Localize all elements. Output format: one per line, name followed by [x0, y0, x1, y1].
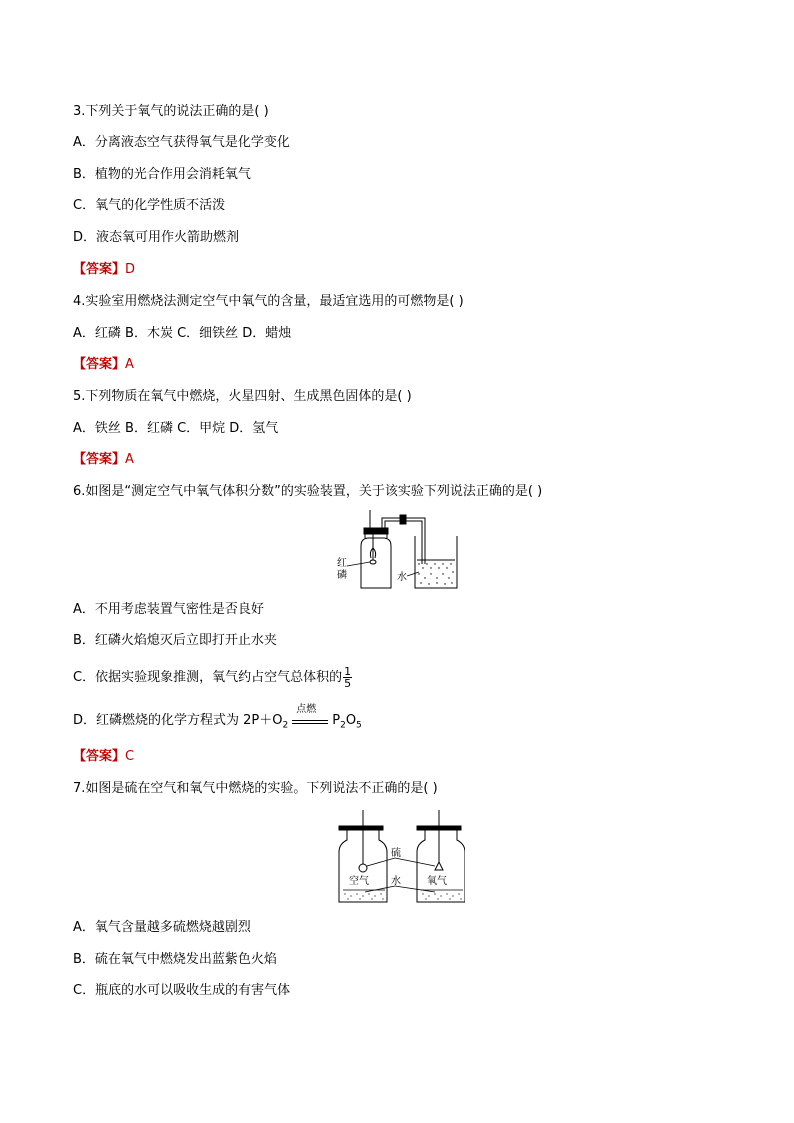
sulfur-combustion-diagram: [335, 808, 465, 904]
red-phosphorus-apparatus-diagram: [335, 508, 465, 594]
q6-option-c-text: C．依据实验现象推测，氧气约占空气总体积的: [73, 670, 343, 685]
subscript: 2: [340, 720, 346, 731]
q6-answer: [73, 749, 134, 765]
answer-value: D: [125, 262, 136, 277]
condition-text: 点燃: [296, 704, 317, 715]
q3-option-a: A．分离液态空气获得氧气是化学变化: [73, 135, 290, 150]
figure-label-air: 空气: [349, 876, 369, 887]
answer-value: A: [125, 452, 134, 467]
q5-options: A．铁丝 B．红磷 C．甲烷 D．氢气: [73, 421, 279, 436]
q5-answer: [73, 452, 134, 468]
q3-stem: 3.下列关于氧气的说法正确的是( ): [73, 104, 269, 119]
q3-answer: [73, 262, 135, 278]
q7-stem: 7.如图是硫在空气和氧气中燃烧的实验。下列说法不正确的是( ): [73, 781, 438, 796]
q6-apparatus-figure: [335, 508, 465, 594]
q6-option-a: A．不用考虑装置气密性是否良好: [73, 602, 264, 617]
q6-stem: 6.如图是“测定空气中氧气体积分数”的实验装置，关于该实验下列说法正确的是( ): [73, 484, 543, 499]
q7-option-b: B．硫在氧气中燃烧发出蓝紫色火焰: [73, 952, 277, 967]
figure-label-phosphorus: 磷: [337, 570, 347, 581]
q3-option-c: C．氧气的化学性质不活泼: [73, 198, 226, 213]
q7-option-a: A．氧气含量越多硫燃烧越剧烈: [73, 920, 251, 935]
subscript: 2: [282, 720, 289, 731]
equals-bar: [292, 720, 328, 724]
equation-product: P: [332, 713, 341, 728]
q6-option-b: B．红磷火焰熄灭后立即打开止水夹: [73, 633, 277, 648]
subscript: 5: [356, 720, 362, 731]
q5-stem: 5.下列物质在氧气中燃烧，火星四射、生成黑色固体的是( ): [73, 389, 412, 404]
answer-value: C: [125, 749, 135, 764]
equation-reactants: D．红磷燃烧的化学方程式为 2P＋O: [73, 713, 283, 728]
q4-answer: [73, 357, 134, 373]
q3-option-b: B．植物的光合作用会消耗氧气: [73, 167, 251, 182]
figure-label-water: 水: [397, 572, 407, 583]
equation-product-2: O: [345, 713, 357, 728]
q7-option-c: C．瓶底的水可以吸收生成的有害气体: [73, 983, 291, 998]
answer-tag: 【答案】: [73, 452, 126, 467]
fraction-numerator: 1: [344, 665, 352, 678]
fraction: [343, 666, 352, 689]
q3-option-d: D．液态氧可用作火箭助燃剂: [73, 230, 240, 245]
figure-label-sulfur: 硫: [391, 848, 401, 859]
q6-option-d: [73, 704, 362, 734]
q4-stem: 4.实验室用燃烧法测定空气中氧气的含量，最适宜选用的可燃物是( ): [73, 294, 464, 309]
answer-tag: 【答案】: [73, 357, 126, 372]
q7-apparatus-figure: [335, 808, 465, 904]
q6-option-c: [73, 666, 352, 690]
fraction-denominator: 5: [344, 677, 352, 690]
q4-options: A．红磷 B．木炭 C．细铁丝 D．蜡烛: [73, 326, 292, 341]
figure-label-red: 红: [337, 558, 347, 569]
answer-tag: 【答案】: [73, 262, 126, 277]
figure-label-oxygen: 氧气: [427, 876, 447, 887]
answer-tag: 【答案】: [73, 749, 126, 764]
reaction-condition: [292, 704, 328, 724]
answer-value: A: [125, 357, 134, 372]
figure-label-water: 水: [391, 876, 401, 887]
